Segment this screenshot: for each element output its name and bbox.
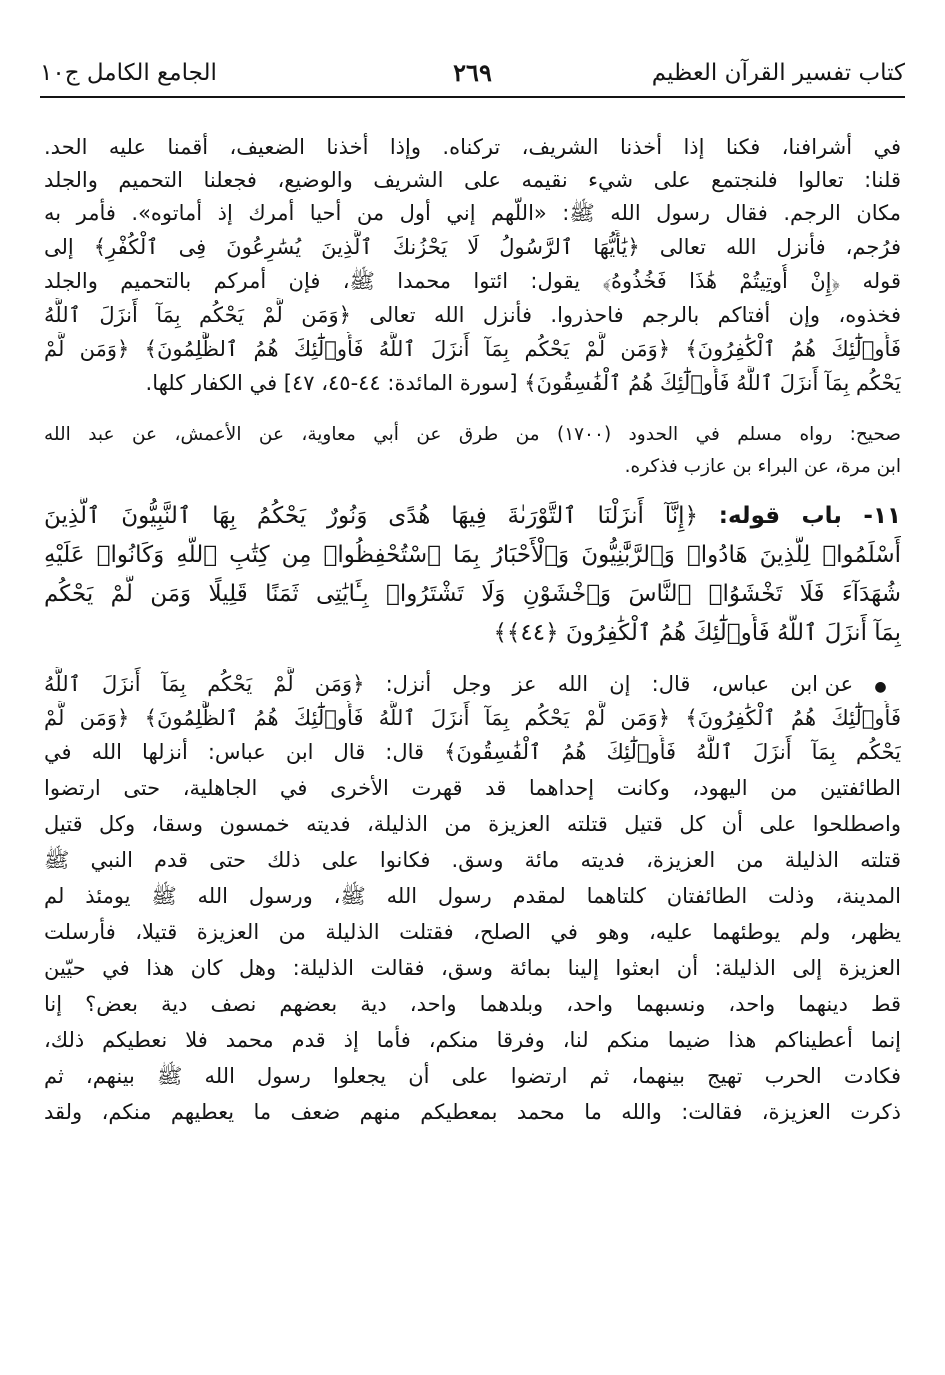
text-line: فَأُو۟لَٰٓئِكَ هُمُ ٱلْكَٰفِرُونَ﴾ ﴿وَمَن لَّمْ يَحْكُم بِمَآ أَنزَلَ ٱللَّهُ فَأُو۟لَٰٓئِكَ هُمُ ٱلظَّٰلِمُونَ﴾ ﴿وَمَن لَّمْ [44,706,901,730]
verse-line: بِمَآ أَنزَلَ ٱللَّهُ فَأُو۟لَٰٓئِكَ هُمُ ٱلْكَٰفِرُونَ ﴿٤٤﴾﴾ [493,620,901,646]
text-line: قوله ﴿إِنْ أُوتِيتُمْ هَٰذَا فَخُذُوهُ﴾ يقول: ائتوا محمدا ﷺ، فإن أمركم بالتحميم والجلد [44,269,901,293]
section-heading [44,497,901,535]
text-line: فخذوه، وإن أفتاكم بالرجم فاحذروا. فأنزل الله تعالى ﴿وَمَن لَّمْ يَحْكُم بِمَآ أَنزَلَ ٱللَّهُ [44,303,901,327]
verse-line: أَسْلَمُوا۟ لِلَّذِينَ هَادُوا۟ وَٱلرَّبَّٰنِيُّونَ وَٱلْأَحْبَارُ بِمَا ٱسْتُحْفِظُوا۟ مِن كِتَٰبِ ٱللَّهِ وَكَانُوا۟ عَلَيْهِ [44,542,901,568]
text-line: العزيزة إلى الذليلة: أن ابعثوا إلينا بمائة وسق، فقالت الذليلة: وهل كان هذا في حيّين [44,956,901,980]
text-line: يظهر، ولم يوطئهما عليه، وهو في الصلح، فقتلت الذليلة من العزيزة قتيلا، فأرسلت [44,920,901,944]
header-book-title: كتاب تفسير القرآن العظيم [651,60,905,86]
section-label: ١١- باب قوله: [718,503,901,529]
bullet-icon: ● [874,679,901,695]
header-collection: الجامع الكامل ج١٠ [40,60,217,86]
text-line: قط دينهما واحد، ونسبهما واحد، وبلدهما واحد، دية بعضهم نصف دية بعض؟ إنا [44,992,901,1016]
text-line [44,667,901,701]
text-line: قتلته الذليلة من العزيزة، فديته مائة وسق. فكانوا على ذلك حتى قدم النبي ﷺ [44,848,901,872]
text-line: في أشرافنا، فكنا إذا أخذنا الشريف، تركناه. وإذا أخذنا الضعيف، أقمنا عليه الحد. [44,135,901,159]
section-verse: ﴿إِنَّآ أَنزَلْنَا ٱلتَّوْرَىٰةَ فِيهَا هُدًى وَنُورٌ يَحْكُمُ بِهَا ٱلنَّبِيُّونَ ٱلَّذِينَ [44,503,698,529]
text-line: قلنا: تعالوا فلنجتمع على شيء نقيمه على الشريف والوضيع، فجعلنا التحميم والجلد [44,168,901,192]
text-line-content: عن ابن عباس، قال: إن الله عز وجل أنزل: ﴿وَمَن لَّمْ يَحْكُم بِمَآ أَنزَلَ ٱللَّهُ [44,672,854,696]
text-line: يَحْكُم بِمَآ أَنزَلَ ٱللَّهُ فَأُو۟لَٰٓئِكَ هُمُ ٱلْفَٰسِقُونَ﴾ قال: قال ابن عباس: أنزلها الله في [44,740,901,764]
text-line: إنما أعطيناكم هذا ضيما منكم لنا، وفرقا منكم، فأما إذ قدم محمد فلا نعطيكم ذلك، [44,1028,901,1052]
text-line: فَأُو۟لَٰٓئِكَ هُمُ ٱلْكَٰفِرُونَ﴾ ﴿وَمَن لَّمْ يَحْكُم بِمَآ أَنزَلَ ٱللَّهُ فَأُو۟لَٰٓئِكَ هُمُ ٱلظَّٰلِمُونَ﴾ ﴿وَمَن لَّمْ [44,337,901,361]
text-line: فكادت الحرب تهيج بينهما، ثم ارتضوا على أن يجعلوا رسول الله ﷺ بينهم، ثم [44,1064,901,1088]
text-line: مكان الرجم. فقال رسول الله ﷺ: «اللّهم إني أول من أحيا أمرك إذ أماتوه». فأمر به [44,201,901,225]
text-line: يَحْكُم بِمَآ أَنزَلَ ٱللَّهُ فَأُو۟لَٰٓئِكَ هُمُ ٱلْفَٰسِقُونَ﴾ [سورة المائدة: ٤٤-٤٥، ٤٧] في الكفار كلها. [145,371,901,395]
text-line: المدينة، وذلت الطائفتان كلتاهما لمقدم رسول الله ﷺ، ورسول الله ﷺ يومئذ لم [44,884,901,908]
text-line: واصطلحوا على أن كل قتيل قتلته العزيزة من الذليلة، فديته خمسون وسقا، وكل قتيل [44,812,901,836]
running-header [40,52,905,98]
text-line: الطائفتين من اليهود، وكانت إحداهما قد قهرت الأخرى في الجاهلية، حتى ارتضوا [44,776,901,800]
text-line: ذكرت العزيزة، فقالت: والله ما محمد بمعطيكم منهم ضعف ما يعطيهم منكم، ولقد [44,1100,901,1124]
note-line: ابن مرة، عن البراء بن عازب فذكره. [624,456,901,477]
page-number: ٢٦٩ [453,58,492,87]
verse-line: شُهَدَآءَ فَلَا تَخْشَوُا۟ ٱلنَّاسَ وَٱخْشَوْنِ وَلَا تَشْتَرُوا۟ بِـَٔايَٰتِى ثَمَنًا قَلِيلًا وَمَن لَّمْ يَحْكُم [44,581,901,607]
text-line: فرُجم، فأنزل الله تعالى ﴿يَٰأَيُّهَا ٱلرَّسُولُ لَا يَحْزُنكَ ٱلَّذِينَ يُسَٰرِعُونَ فِى ٱلْكُفْرِ﴾ إلى [44,235,901,259]
note-line: صحيح: رواه مسلم في الحدود (١٧٠٠) من طرق عن أبي معاوية، عن الأعمش، عن عبد الله [44,424,901,445]
